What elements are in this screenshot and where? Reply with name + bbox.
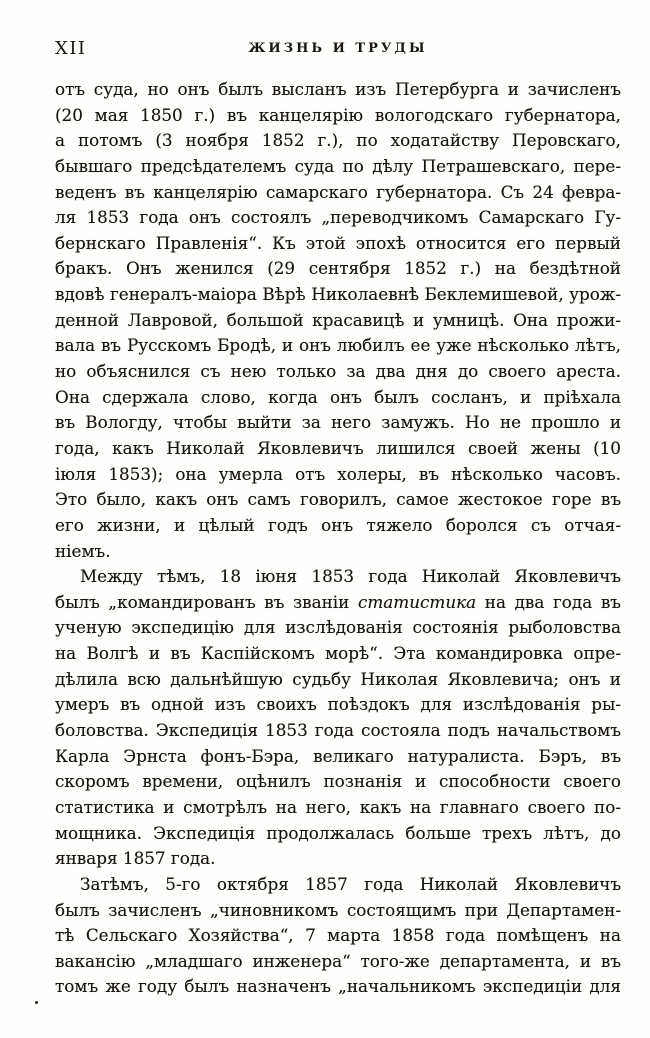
text-line: его жизни, и цѣлый годъ онъ тяжело боролся съ отчая- [55, 514, 621, 535]
text-line: вдовѣ генералъ-маіора Вѣрѣ Николаевнѣ Беклемишевой, урож- [55, 284, 621, 305]
text-line: денной Лавровой, большой красавицѣ и умницѣ. Она прожи- [55, 309, 621, 330]
text-line: Она сдержала слово, когда онъ былъ сосланъ, и пріѣхала [55, 386, 621, 407]
text-line: вала въ Русскомъ Бродѣ, и онъ любилъ ее уже нѣсколько лѣтъ, [55, 335, 621, 356]
scan-speck [35, 1001, 38, 1004]
paragraph-3 [55, 872, 621, 1000]
text-line: ученую экспедицію для изслѣдованія состоянія рыболовства [55, 617, 621, 638]
text-line: Это было, какъ онъ самъ говорилъ, самое жестокое горе въ [55, 489, 621, 510]
text-line: отъ суда, но онъ былъ высланъ изъ Петербурга и зачисленъ [55, 79, 621, 99]
text-line: бернскаго Правленія“. Къ этой эпохѣ относится его первый [55, 232, 621, 253]
paragraph-2 [55, 564, 621, 872]
text-line: дѣлила всю дальнѣйшую судьбу Николая Яковлевича; онъ и [55, 668, 621, 689]
text-line: боловства. Экспедиція 1853 года состояла подъ начальствомъ [55, 720, 621, 741]
text-line: мощника. Экспедиція продолжалась больше трехъ лѣтъ, до [55, 822, 621, 843]
text-line: ніемъ. [55, 540, 111, 561]
text-line: томъ же году былъ назначенъ „начальникомъ экспедиціи для [55, 976, 621, 997]
text-line: скоромъ времени, оцѣнилъ познанія и способности своего [55, 771, 621, 792]
text-segment: былъ „командированъ въ званіи [55, 591, 358, 612]
text-line: бывшаго предсѣдателемъ суда по дѣлу Петрашевскаго, пере- [55, 155, 621, 176]
text-line: Карла Эрнста фонъ-Бэра, великаго натуралиста. Бэръ, въ [55, 745, 621, 766]
italic-word: статистика [357, 591, 477, 612]
text-line: Затѣмъ, 5-го октября 1857 года Николай Яковлевичъ [80, 873, 621, 894]
text-line: тѣ Сельскаго Хозяйства“, 7 марта 1858 года помѣщенъ на [55, 925, 621, 946]
paragraph-1 [55, 77, 621, 564]
text-line: статистика и смотрѣлъ на него, какъ на главнаго своего по- [55, 796, 621, 817]
running-head [55, 36, 621, 60]
text-line: ля 1853 года онъ состоялъ „переводчикомъ Самарскаго Гу- [55, 207, 621, 228]
text-line: года, какъ Николай Яковлевичъ лишился своей жены (10 [55, 437, 621, 458]
text-line: былъ зачисленъ „чиновникомъ состоящимъ при Департамен- [55, 899, 621, 920]
text-segment: на два года въ [476, 591, 621, 612]
page-number: XII [55, 38, 87, 59]
text-line: вакансію „младшаго инженера“ того-же департамента, и въ [55, 950, 621, 971]
text-line: Между тѣмъ, 18 іюня 1853 года Николай Яковлевичъ [80, 566, 621, 587]
text-block [55, 77, 621, 1000]
text-line: но объяснился съ нею только за два дня до своего ареста. [55, 361, 621, 382]
text-line: (20 мая 1850 г.) въ канцелярію вологодскаго губернатора, [55, 104, 621, 125]
text-line: въ Вологду, чтобы выйти за него замужъ. Но не прошло и [55, 412, 621, 433]
text-line: а потомъ (3 ноября 1852 г.), по ходатайству Перовскаго, [55, 130, 621, 151]
text-line: января 1857 года. [55, 848, 216, 869]
text-line: веденъ въ канцелярію самарскаго губернатора. Съ 24 февра- [55, 181, 621, 202]
text-line: іюля 1853); она умерла отъ холеры, въ нѣсколько часовъ. [55, 463, 621, 484]
text-line: умеръ въ одной изъ своихъ поѣздокъ для изслѣдованія ры- [55, 694, 621, 715]
text-line: бракъ. Онъ женился (29 сентября 1852 г.) на бездѣтной [55, 258, 621, 279]
text-line: на Волгѣ и въ Каспійскомъ морѣ“. Эта командировка опре- [55, 643, 621, 664]
running-title: ЖИЗНЬ И ТРУДЫ [248, 41, 428, 56]
text-line-with-italic [55, 590, 621, 616]
